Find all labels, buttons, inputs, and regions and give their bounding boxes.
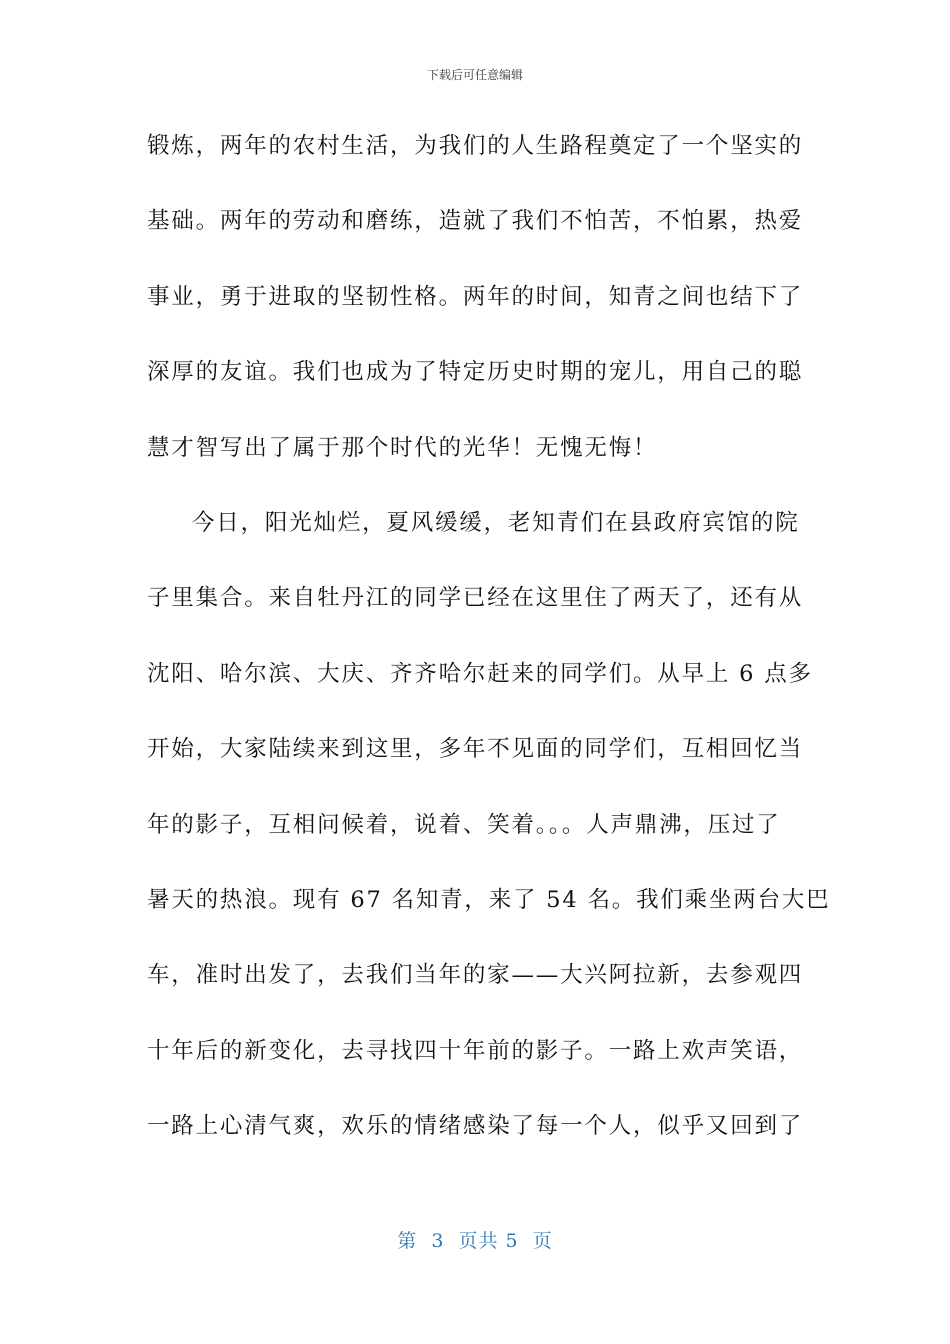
- body-line: 事业，勇于进取的坚韧性格。两年的时间，知青之间也结下了: [147, 283, 804, 310]
- body-line: 车，准时出发了，去我们当年的家——大兴阿拉新，去参观四: [147, 962, 804, 989]
- paragraph-start-line: 今日，阳光灿烂，夏风缓缓，老知青们在县政府宾馆的院: [192, 509, 800, 536]
- body-line: 暑天的热浪。现有 67 名知青，来了 54 名。我们乘坐两台大巴: [147, 886, 831, 913]
- body-line: 年的影子，互相问候着，说着、笑着。。。人声鼎沸，压过了: [147, 811, 781, 838]
- page-header-note: 下载后可任意编辑: [426, 68, 523, 82]
- body-line: 锻炼，两年的农村生活，为我们的人生路程奠定了一个坚实的: [147, 133, 804, 159]
- body-line: 基础。两年的劳动和磨练，造就了我们不怕苦，不怕累，热爱: [147, 208, 804, 235]
- body-line: 开始，大家陆续来到这里，多年不见面的同学们，互相回忆当: [147, 736, 804, 763]
- body-line: 慧才智写出了属于那个时代的光华！无愧无悔！: [147, 434, 658, 461]
- page-number-footer: 第 3 页共 5 页: [397, 1230, 553, 1252]
- document-body: [147, 128, 831, 1183]
- body-line: 一路上心清气爽，欢乐的情绪感染了每一个人，似乎又回到了: [147, 1113, 804, 1140]
- body-line: 深厚的友谊。我们也成为了特定历史时期的宠儿，用自己的聪: [147, 359, 804, 386]
- body-line: 沈阳、哈尔滨、大庆、齐齐哈尔赶来的同学们。从早上 6 点多: [147, 660, 813, 687]
- body-line: 十年后的新变化，去寻找四十年前的影子。一路上欢声笑语，: [147, 1037, 804, 1064]
- body-line: 子里集合。来自牡丹江的同学已经在这里住了两天了，还有从: [147, 585, 804, 612]
